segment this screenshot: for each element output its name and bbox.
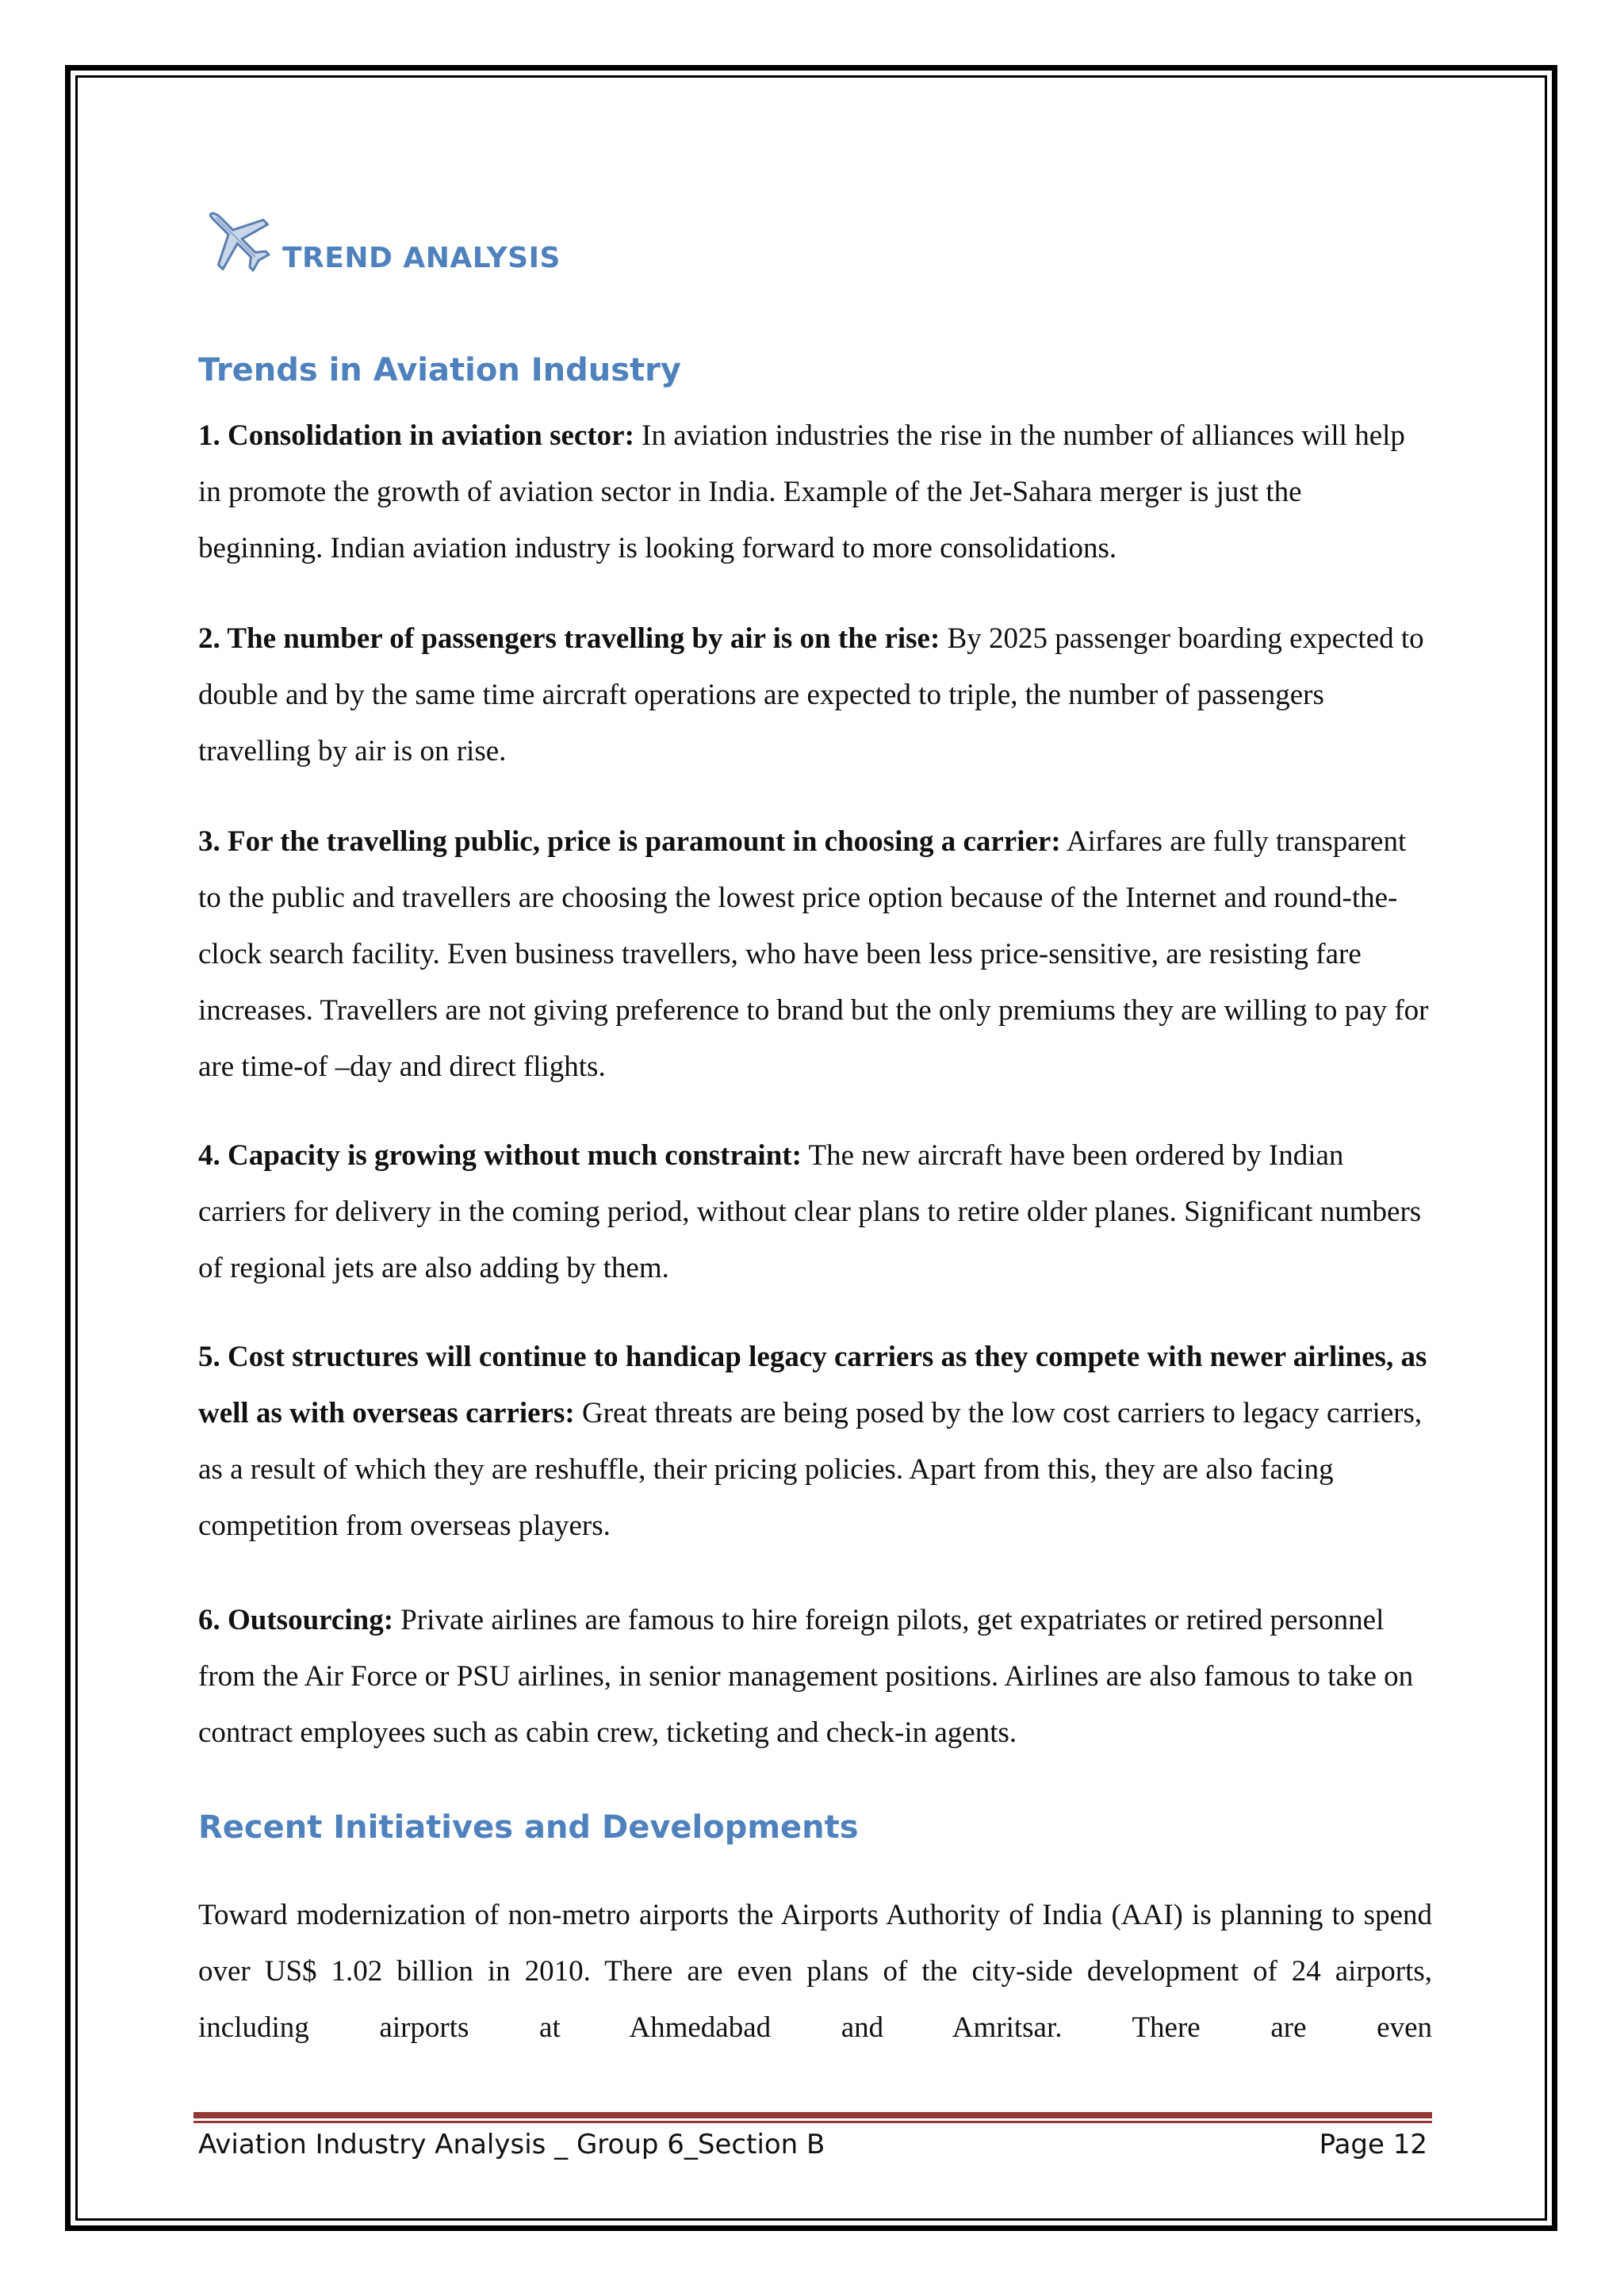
footer-title: Aviation Industry Analysis _ Group 6_Section B: [198, 2129, 825, 2160]
section-title: TREND ANALYSIS: [282, 242, 561, 274]
trend-text: By 2025 passenger boarding expected to double and by the same time aircraft operations are expected to triple, the number of passengers travelling by air is on rise.: [198, 622, 1424, 767]
trend-text: The new aircraft have been ordered by Indian carriers for delivery in the coming period, without clear plans to retire older planes. Significant numbers of regional jets are also adding by them.: [198, 1139, 1422, 1284]
trend-text: In aviation industries the rise in the number of alliances will help in promote the growth of aviation sector in India. Example of the Jet-Sahara merger is just the beginning. Indian aviation industry is looking forward to more consolidations.: [198, 419, 1405, 564]
trend-item: [198, 1592, 1432, 1761]
trend-text: Private airlines are famous to hire foreign pilots, get expatriates or retired personnel from the Air Force or PSU airlines, in senior management positions. Airlines are also famous to take on contract employees such as cabin crew, ticketing and check-in agents.: [198, 1604, 1414, 1749]
trend-item: [198, 1127, 1432, 1296]
airplane-icon: [198, 198, 274, 277]
footer-rule: [193, 2112, 1432, 2123]
trend-label: 4. Capacity is growing without much constraint:: [198, 1139, 802, 1172]
trend-label: 1. Consolidation in aviation sector:: [198, 419, 634, 452]
trend-item: [198, 408, 1432, 576]
recent-heading: Recent Initiatives and Developments: [198, 1809, 859, 1846]
trend-item: [198, 1329, 1432, 1554]
trend-text: Great threats are being posed by the low cost carriers to legacy carriers, as a result of which they are reshuffle, their pricing policies. Apart from this, they are also facing competition from overseas players.: [198, 1397, 1423, 1542]
trend-label: 2. The number of passengers travelling by air is on the rise:: [198, 622, 940, 655]
page-number: Page 12: [1319, 2129, 1427, 2160]
trends-heading: Trends in Aviation Industry: [198, 352, 681, 388]
trend-text: Airfares are fully transparent to the public and travellers are choosing the lowest price option because of the Internet and round-the-clock search facility. Even business travellers, who have been less price-sensitive, are resisting fare increases. Travellers are not giving preference to brand but the only premiums they are willing to pay for are time-of –day and direct flights.: [198, 825, 1429, 1083]
section-header: [198, 190, 561, 277]
trend-label: 5. Cost structures will continue to handicap legacy carriers as they compete with newer airlines, as well as with overseas carriers:: [198, 1341, 1427, 1429]
trend-item: [198, 610, 1432, 779]
recent-paragraph: Toward modernization of non-metro airports the Airports Authority of India (AAI) is planning to spend over US$ 1.02 billion in 2010. There are even plans of the city-side development of 24 airports, including airports at Ahmedabad and Amritsar. There are even: [198, 1899, 1432, 2044]
trend-label: 6. Outsourcing:: [198, 1604, 394, 1636]
trend-label: 3. For the travelling public, price is paramount in choosing a carrier:: [198, 825, 1061, 858]
trend-item: [198, 813, 1432, 1095]
